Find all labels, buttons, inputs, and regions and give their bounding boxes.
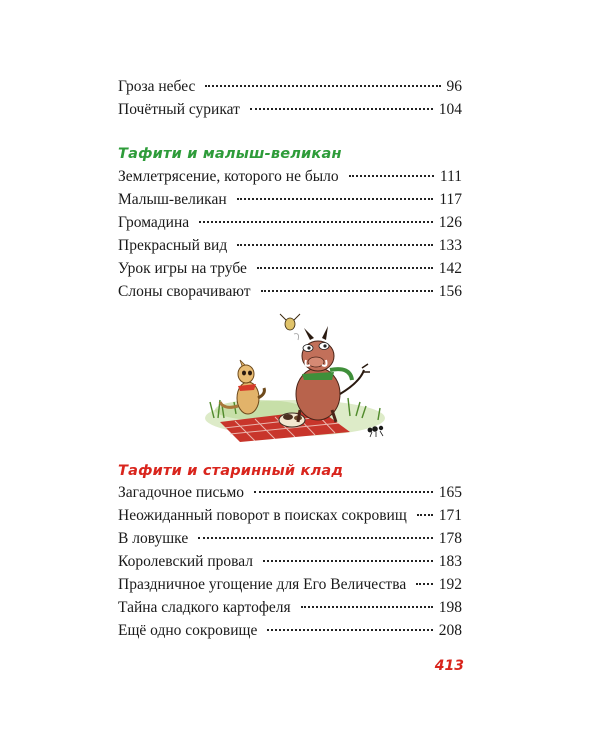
dot-leader [237, 244, 433, 246]
toc-entry-title: В ловушке [118, 530, 189, 547]
toc-entry [118, 99, 462, 121]
toc-entry-title: Загадочное письмо [118, 484, 244, 501]
toc-entry-title: Тайна сладкого картофеля [118, 599, 291, 616]
dot-leader [263, 560, 433, 562]
dot-leader [199, 221, 433, 223]
toc-entry [118, 597, 462, 619]
toc-entry-page: 111 [439, 168, 462, 185]
toc-entry-page: 178 [438, 530, 462, 547]
dot-leader [257, 267, 433, 269]
toc-entry-title: Громадина [118, 214, 190, 231]
section-heading-ancient-treasure: Тафити и старинный клад [118, 463, 344, 479]
dot-leader [416, 583, 433, 585]
dot-leader [417, 514, 433, 516]
dot-leader [349, 175, 434, 177]
toc-entry-page: 192 [438, 576, 462, 593]
dot-leader [267, 629, 432, 631]
toc-entry [118, 505, 462, 527]
toc-entry-title: Неожиданный поворот в поисках сокровищ [118, 507, 407, 524]
toc-entry [118, 551, 462, 573]
toc-entry-title: Королевский провал [118, 553, 253, 570]
dot-leader [198, 537, 433, 539]
toc-entry-title: Гроза небес [118, 78, 196, 95]
toc-entry-page: 171 [438, 507, 462, 524]
toc-entry-title: Землетрясение, которого не было [118, 168, 339, 185]
dot-leader [301, 606, 433, 608]
toc-entry-page: 104 [438, 101, 462, 118]
toc-entry-page: 133 [438, 237, 462, 254]
dot-leader [205, 85, 440, 87]
toc-entry-page: 96 [446, 78, 462, 95]
dot-leader [261, 290, 433, 292]
dot-leader [254, 491, 433, 493]
toc-entry [118, 620, 462, 642]
toc-entry-page: 198 [438, 599, 462, 616]
toc-entry-title: Почётный сурикат [118, 101, 240, 118]
page-number: 413 [434, 658, 464, 674]
toc-entry [118, 189, 462, 211]
section-heading-giant-baby: Тафити и малыш-великан [118, 146, 342, 162]
meerkat-and-warthog-picnic-illustration [200, 310, 395, 448]
toc-entry-page: 183 [438, 553, 462, 570]
toc-entry [118, 528, 462, 550]
toc-entry [118, 281, 462, 303]
toc-entry [118, 166, 462, 188]
toc-entry-page: 126 [438, 214, 462, 231]
toc-entry [118, 76, 462, 98]
toc-entry [118, 235, 462, 257]
toc-entry-page: 117 [439, 191, 462, 208]
dot-leader [250, 108, 433, 110]
toc-entry [118, 258, 462, 280]
toc-entry-page: 142 [438, 260, 462, 277]
toc-entry-title: Ещё одно сокровище [118, 622, 258, 639]
toc-entry-page: 156 [438, 283, 462, 300]
toc-entry-title: Прекрасный вид [118, 237, 228, 254]
toc-entry-title: Урок игры на трубе [118, 260, 247, 277]
toc-entry-page: 208 [438, 622, 462, 639]
dot-leader [237, 198, 434, 200]
toc-entry [118, 482, 462, 504]
toc-entry-title: Малыш-великан [118, 191, 227, 208]
toc-entry-title: Праздничное угощение для Его Величества [118, 576, 407, 593]
toc-entry-page: 165 [438, 484, 462, 501]
toc-entry-title: Слоны сворачивают [118, 283, 251, 300]
toc-entry [118, 212, 462, 234]
toc-entry [118, 574, 462, 596]
